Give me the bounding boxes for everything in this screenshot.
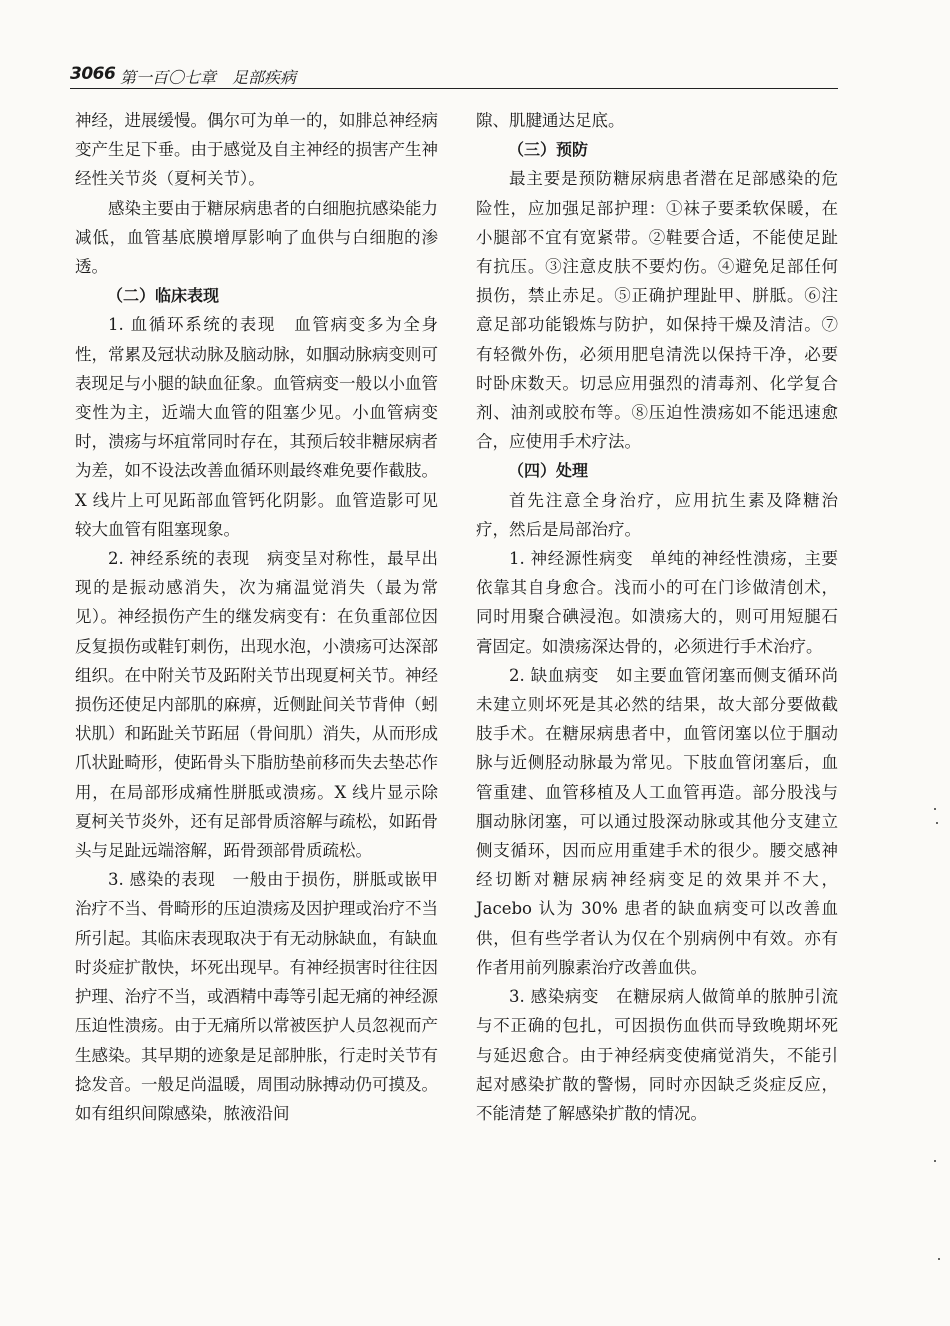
paragraph — [75, 310, 438, 544]
paragraph — [476, 661, 838, 982]
page-number: 3066 — [70, 64, 116, 84]
paragraph: 首先注意全身治疗，应用抗生素及降糖治疗，然后是局部治疗。 — [476, 490, 838, 539]
scan-speck — [934, 808, 936, 810]
section-heading-treatment: （四）处理 — [508, 461, 589, 481]
section-heading-clinical: （二）临床表现 — [107, 286, 220, 306]
scan-speck — [936, 822, 938, 824]
header-rule — [70, 88, 838, 89]
paragraph — [476, 982, 838, 1128]
paragraph: 神经，进展缓慢。偶尔可为单一的，如腓总神经病变产生足下垂。由于感觉及自主神经的损害产生神经性关节炎（夏柯关节）。 — [75, 111, 438, 189]
paragraph-text: 单纯的神经性溃疡，主要依靠其自身愈合。浅而小的可在门诊做清创术，同时用聚合碘浸泡。如溃疡大的，则可用短腿石膏固定。如溃疡深达骨的，必须进行手术治疗。 — [476, 549, 838, 656]
paragraph — [75, 865, 438, 1128]
paragraph — [476, 544, 838, 661]
subheading: 3. 感染的表现 — [108, 870, 216, 890]
paragraph-text: 如主要血管闭塞而侧支循环尚未建立则坏死是其必然的结果，故大部分要做截肢手术。在糖尿病患者中，血管闭塞以位于腘动脉与近侧胫动脉最为常见。下肢血管闭塞后，血管重建、血管移植及人工血管再造。部分股浅与腘动脉闭塞，可以通过股深动脉或其他分支建立侧支循环，因而应用重建手术的很少。腰交感神经切断对糖尿病神经病变足的效果并不大，Jacebo 认为 30% 患者的缺血病变可以改善血供，但有些学者认为仅在个别病例中有效。亦有作者用前列腺素治疗改善血供。 — [476, 665, 838, 977]
left-column — [75, 106, 438, 1128]
paragraph: 最主要是预防糖尿病患者潜在足部感染的危险性，应加强足部护理：①袜子要柔软保暖，在小腿部不宜有宽紧带。②鞋要合适，不能使足趾有抗压。③注意皮肤不要灼伤。④避免足部任何损伤，禁止赤足。⑤正确护理趾甲、胼胝。⑥注意足部功能锻炼与防护，如保持干燥及清洁。⑦有轻微外伤，必须用肥皂清洗以保持干净，必要时卧床数天。切忌应用强烈的清毒剂、化学复合剂、油剂或胶布等。⑧压迫性溃疡如不能迅速愈合，应使用手术疗法。 — [476, 169, 838, 452]
chapter-title: 第一百〇七章 足部疾病 — [120, 68, 297, 87]
scan-speck — [938, 1258, 940, 1260]
right-column — [476, 106, 838, 1128]
subheading: 1. 血循环系统的表现 — [108, 315, 277, 335]
paragraph: 隙、肌腱通达足底。 — [476, 111, 625, 130]
paragraph-text: 在糖尿病人做简单的脓肿引流与不正确的包扎，可因损伤血供而导致晚期坏死与延迟愈合。由于神经病变使痛觉消失，不能引起对感染扩散的警惕，同时亦因缺乏炎症反应，不能清楚了解感染扩散的情况。 — [476, 987, 838, 1123]
page-header — [70, 62, 838, 90]
subheading: 1. 神经源性病变 — [509, 549, 634, 569]
subheading: 2. 神经系统的表现 — [108, 549, 250, 569]
subheading: 3. 感染病变 — [509, 987, 600, 1007]
paragraph — [75, 544, 438, 865]
paragraph-text: 一般由于损伤，胼胝或嵌甲治疗不当、骨畸形的压迫溃疡及因护理或治疗不当所引起。其临床表现取决于有无动脉缺血，有缺血时炎症扩散快，坏死出现早。有神经损害时往往因护理、治疗不当，或酒精中毒等引起无痛的神经源压迫性溃疡。由于无痛所以常被医护人员忽视而产生感染。其早期的迹象是足部肿胀，行走时关节有捻发音。一般足尚温暖，周围动脉搏动仍可摸及。如有组织间隙感染，脓液沿间 — [75, 870, 439, 1123]
subheading: 2. 缺血病变 — [509, 665, 600, 685]
paragraph-text: 血管病变多为全身性，常累及冠状动脉及脑动脉，如腘动脉病变则可表现足与小腿的缺血征象。血管病变一般以小血管变性为主，近端大血管的阻塞少见。小血管病变时，溃疡与坏疽常同时存在，其预后较非糖尿病者为差，如不设法改善血循环则最终难免要作截肢。X 线片上可见跖部血管钙化阴影。血管造影可见较大血管有阻塞现象。 — [75, 315, 438, 539]
paragraph-text: 病变呈对称性，最早出现的是振动感消失，次为痛温觉消失（最为常见）。神经损伤产生的继发病变有：在负重部位因反复损伤或鞋钉刺伤，出现水泡，小溃疡可达深部组织。在中附关节及跖附关节出现夏柯关节。神经损伤还使足内部肌的麻痹，近侧趾间关节背伸（蚓状肌）和跖趾关节跖屈（骨间肌）消失，从而形成爪状趾畸形，使跖骨头下脂肪垫前移而失去垫芯作用，在局部形成痛性胼胝或溃疡。X 线片显示除夏柯关节炎外，还有足部骨质溶解与疏松，如跖骨头与足趾远端溶解，跖骨颈部骨质疏松。 — [75, 549, 438, 861]
paragraph: 感染主要由于糖尿病患者的白细胞抗感染能力减低，血管基底膜增厚影响了血供与白细胞的渗透。 — [75, 198, 438, 277]
scan-speck — [934, 1160, 936, 1162]
section-heading-prevention: （三）预防 — [508, 140, 589, 160]
